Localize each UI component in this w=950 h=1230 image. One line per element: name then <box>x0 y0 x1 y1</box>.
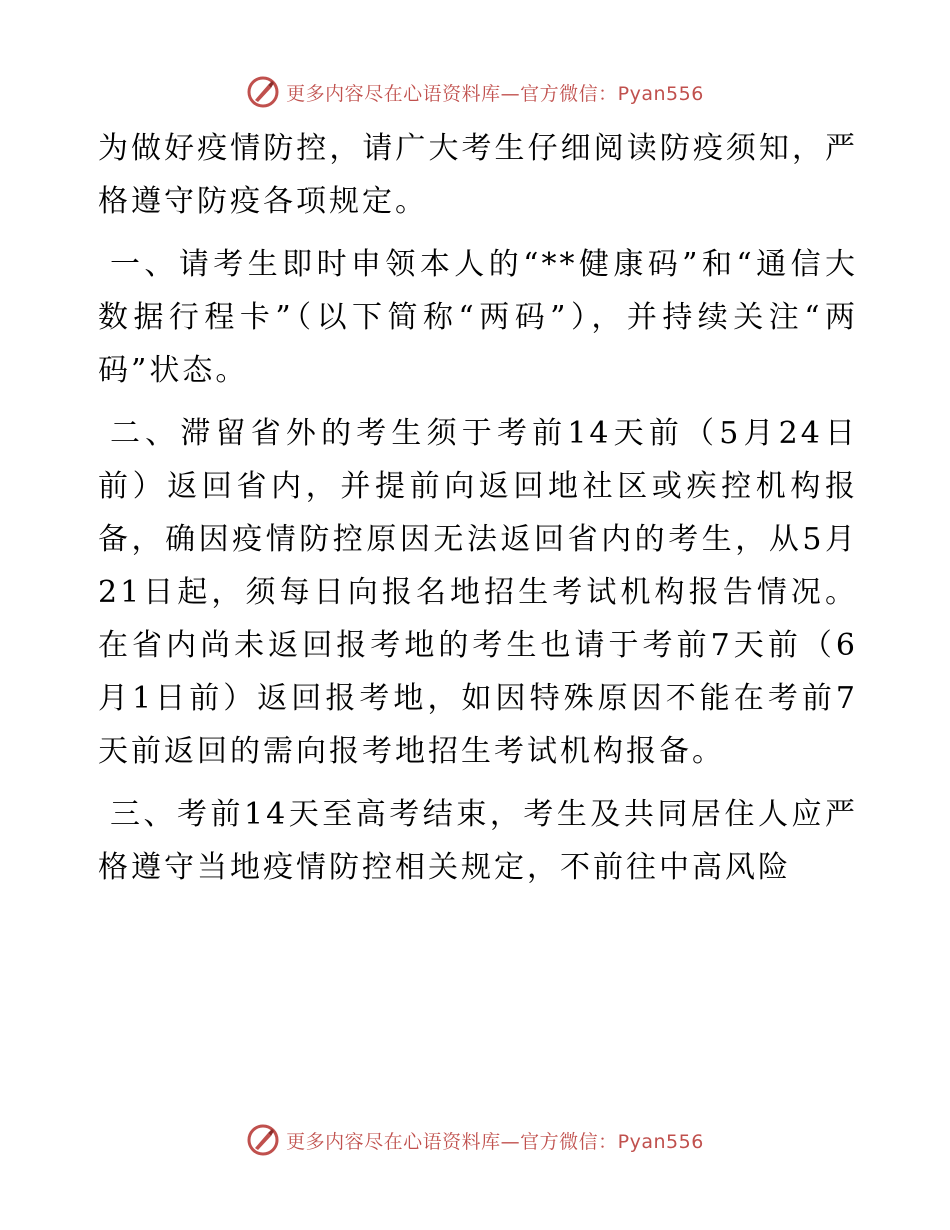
header-watermark <box>0 72 950 112</box>
paragraph-item-3: 三、考前14天至高考结束，考生及共同居住人应严格遵守当地疫情防控相关规定，不前往中高风险 <box>98 797 858 885</box>
footer-watermark <box>0 1120 950 1160</box>
intro-paragraph: 为做好疫情防控，请广大考生仔细阅读防疫须知，严格遵守防疫各项规定。 <box>98 131 858 219</box>
watermark-text: 更多内容尽在心语资料库—官方微信：Pyan556 <box>286 1130 704 1153</box>
pen-quill-icon <box>246 1123 280 1157</box>
paragraph-item-1: 一、请考生即时申领本人的“**健康码”和“通信大数据行程卡”（以下简称“两码”），并持续关注“两码”状态。 <box>98 247 858 388</box>
paragraph-item-2: 二、滞留省外的考生须于考前14天前（5月24日前）返回省内，并提前向返回地社区或疾控机构报备，确因疫情防控原因无法返回省内的考生，从5月21日起，须每日向报名地招生考试机构报告情况。在省内尚未返回报考地的考生也请于考前7天前（6月1日前）返回报考地，如因特殊原因不能在考前7天前返回的需向报考地招生考试机构报备。 <box>98 416 858 769</box>
document-body <box>98 122 858 904</box>
watermark-text: 更多内容尽在心语资料库—官方微信：Pyan556 <box>286 82 704 105</box>
pen-quill-icon <box>246 75 280 109</box>
